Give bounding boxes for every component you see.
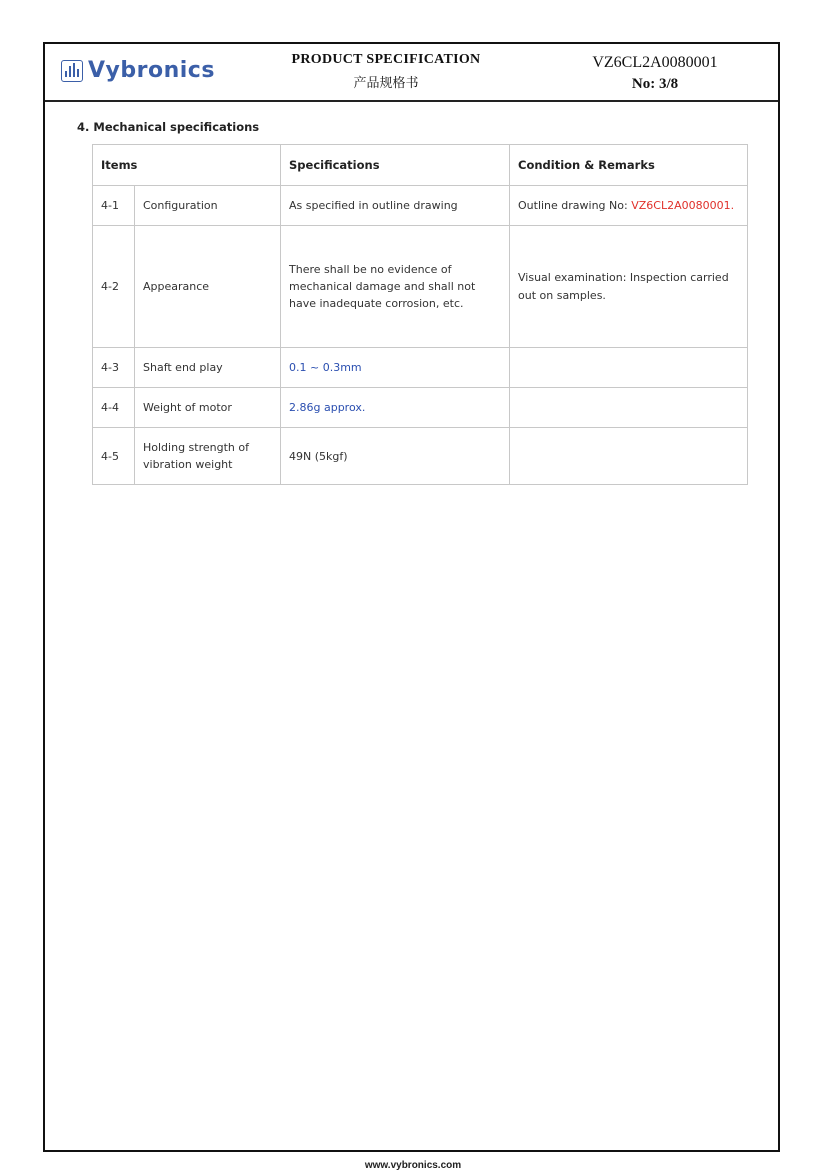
row-spec: 49N (5kgf): [281, 428, 510, 485]
remark-text: Outline drawing No:: [518, 199, 632, 212]
row-number: 4-5: [93, 428, 135, 485]
document-title-block: [281, 52, 491, 91]
document-id: VZ6CL2A0080001: [592, 54, 718, 71]
row-spec: As specified in outline drawing: [281, 186, 510, 226]
row-item: Shaft end play: [135, 348, 281, 388]
row-spec: 0.1 ~ 0.3mm: [281, 348, 510, 388]
row-item: Holding strength of vibration weight: [135, 428, 281, 485]
table-row: [93, 186, 748, 226]
mechanical-spec-table: [92, 144, 748, 485]
header-specifications: Specifications: [281, 145, 510, 186]
page-header: [45, 44, 778, 102]
row-remark: [510, 428, 748, 485]
document-title-en: PRODUCT SPECIFICATION: [291, 52, 481, 67]
page-number: No: 3/8: [631, 76, 679, 92]
row-number: 4-1: [93, 186, 135, 226]
table-row: [93, 428, 748, 485]
header-conditions: Condition & Remarks: [510, 145, 748, 186]
row-remark: [510, 348, 748, 388]
row-spec: There shall be no evidence of mechanical damage and shall not have inadequate corrosion, etc.: [281, 226, 510, 348]
table-header-row: [93, 145, 748, 186]
row-remark: Visual examination: Inspection carried out on samples.: [510, 226, 748, 348]
row-item: Appearance: [135, 226, 281, 348]
row-number: 4-3: [93, 348, 135, 388]
row-number: 4-2: [93, 226, 135, 348]
row-remark: [510, 388, 748, 428]
row-spec: 2.86g approx.: [281, 388, 510, 428]
row-item: Weight of motor: [135, 388, 281, 428]
vibration-wave-icon: [61, 60, 83, 82]
row-number: 4-4: [93, 388, 135, 428]
page-frame: [43, 42, 780, 1152]
header-items: Items: [93, 145, 281, 186]
table-row: [93, 348, 748, 388]
logo-text: Vybronics: [88, 58, 215, 83]
table-row: [93, 388, 748, 428]
company-logo: [61, 58, 215, 83]
outline-drawing-number: VZ6CL2A0080001.: [631, 199, 735, 212]
footer-url: www.vybronics.com: [364, 1160, 462, 1171]
table-row: [93, 226, 748, 348]
document-title-cn: 产品规格书: [353, 76, 419, 91]
section-title: 4. Mechanical specifications: [77, 120, 260, 134]
row-remark: [510, 186, 748, 226]
row-item: Configuration: [135, 186, 281, 226]
